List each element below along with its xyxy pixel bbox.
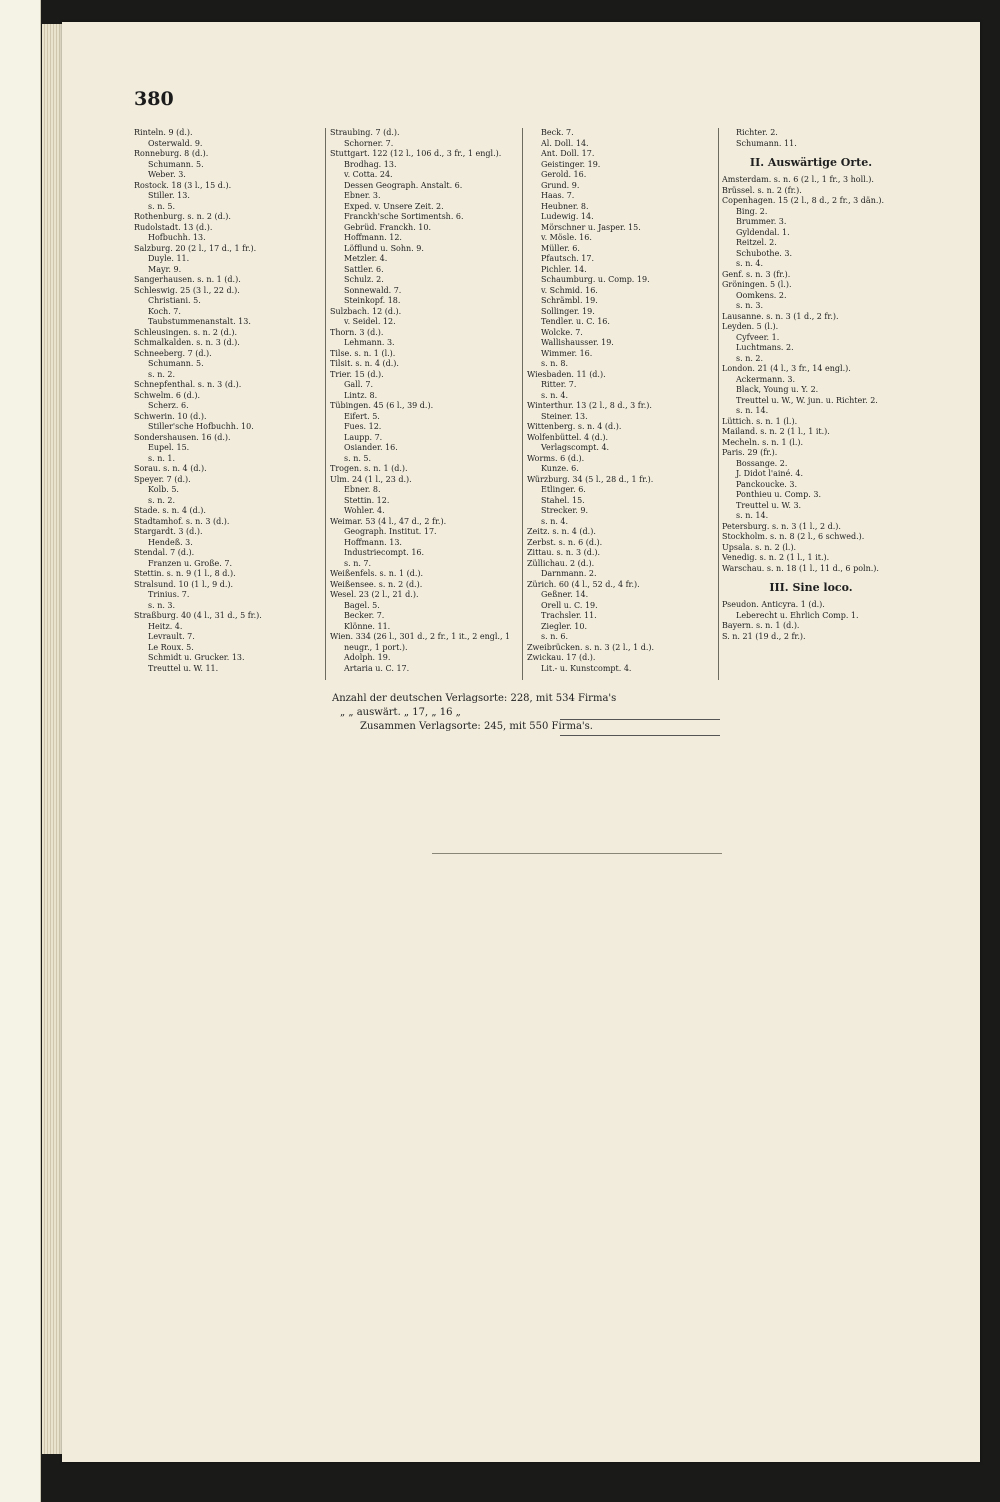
place-entry: Speyer. 7 (d.).: [134, 474, 191, 484]
place-entry: Sangerhausen. s. n. 1 (d.).: [134, 275, 241, 284]
place-entry: Gröningen. 5 (l.).: [722, 280, 792, 289]
place-entry: Zwickau. 17 (d.).: [527, 653, 596, 662]
section-heading-sine-loco: III. Sine loco.: [769, 581, 853, 594]
publisher-entry: s. n. 7.: [344, 558, 372, 568]
publisher-entry: Franckh'sche Sortimentsh. 6.: [344, 212, 464, 221]
place-entry: Mailand. s. n. 2 (1 l., 1 it.).: [722, 427, 830, 436]
place-entry: Rinteln. 9 (d.).: [134, 128, 193, 137]
column-divider: [522, 128, 523, 680]
place-entry: Ulm. 24 (1 l., 23 d.).: [330, 474, 412, 484]
place-entry: Tilse. s. n. 1 (l.).: [330, 348, 396, 358]
publisher-entry: Kolb. 5.: [148, 485, 179, 494]
publisher-entry: Brummer. 3.: [736, 217, 787, 226]
place-entry: Zeitz. s. n. 4 (d.).: [527, 527, 596, 536]
publisher-entry: Tendler. u. C. 16.: [541, 317, 610, 326]
publisher-entry: Ebner. 8.: [344, 485, 381, 494]
publisher-entry: Lehmann. 3.: [344, 338, 395, 347]
place-entry: Upsala. s. n. 2 (l.).: [722, 542, 797, 552]
publisher-entry: Wimmer. 16.: [541, 348, 593, 358]
publisher-entry: v. Seidel. 12.: [344, 317, 396, 326]
publisher-entry: Heitz. 4.: [148, 621, 183, 631]
publisher-entry: Löfflund u. Sohn. 9.: [344, 243, 424, 253]
publisher-entry: v. Schmid. 16.: [541, 285, 598, 295]
publisher-entry: Ziegler. 10.: [541, 621, 588, 631]
publisher-entry: Stiller'sche Hofbuchh. 10.: [148, 422, 254, 431]
column-3: [527, 128, 715, 674]
publisher-entry: Schmidt u. Grucker. 13.: [148, 653, 245, 662]
publisher-entry: Taubstummenanstalt. 13.: [148, 317, 251, 326]
publisher-entry: s. n. 2.: [736, 353, 764, 363]
publisher-entry: v. Cotta. 24.: [344, 170, 393, 179]
column-divider: [325, 128, 326, 680]
publisher-entry: Steiner. 13.: [541, 411, 588, 421]
publisher-entry: Schumann. 5.: [148, 359, 204, 368]
page-number: 380: [134, 88, 174, 110]
publisher-entry: s. n. 4.: [541, 390, 569, 400]
place-entry: Trogen. s. n. 1 (d.).: [330, 464, 408, 473]
publisher-entry: Ludewig. 14.: [541, 212, 594, 221]
publisher-entry: Black, Young u. Y. 2.: [736, 385, 819, 394]
place-entry: Weimar. 53 (4 l., 47 d., 2 fr.).: [330, 516, 447, 526]
publisher-entry: Brodhag. 13.: [344, 159, 397, 169]
place-entry: Wesel. 23 (2 l., 21 d.).: [330, 590, 419, 599]
column-1: [134, 128, 322, 674]
publisher-entry: Treuttel u. W. 3.: [736, 500, 802, 510]
publisher-entry: Schaumburg. u. Comp. 19.: [541, 275, 650, 284]
place-entry: Bayern. s. n. 1 (d.).: [722, 621, 800, 630]
publisher-entry: Ritter. 7.: [541, 380, 577, 389]
publisher-entry: Gerold. 16.: [541, 170, 587, 179]
publisher-entry: Exped. v. Unsere Zeit. 2.: [344, 201, 444, 211]
publisher-entry: Richter. 2.: [736, 128, 778, 137]
place-entry: Mecheln. s. n. 1 (l.).: [722, 437, 804, 447]
place-entry: Schleswig. 25 (3 l., 22 d.).: [134, 285, 240, 295]
publisher-entry: Fues. 12.: [344, 422, 382, 431]
place-entry: Petersburg. s. n. 3 (1 l., 2 d.).: [722, 521, 841, 531]
place-entry: London. 21 (4 l., 3 fr., 14 engl.).: [722, 364, 851, 373]
summary-line-3: Zusammen Verlagsorte: 245, mit 550 Firma's.: [360, 721, 593, 732]
publisher-entry: s. n. 14.: [736, 511, 769, 520]
publisher-entry: Stettin. 12.: [344, 495, 390, 505]
place-entry: Zweibrücken. s. n. 3 (2 l., 1 d.).: [527, 642, 655, 652]
publisher-entry: Ackermann. 3.: [736, 374, 796, 384]
publisher-entry: s. n. 14.: [736, 406, 769, 415]
publisher-entry: s. n. 3.: [148, 600, 176, 610]
publisher-entry: Luchtmans. 2.: [736, 343, 794, 352]
place-entry: Thorn. 3 (d.).: [330, 327, 384, 337]
place-entry: Rostock. 18 (3 l., 15 d.).: [134, 180, 232, 190]
publisher-entry: J. Didot l'ainé. 4.: [736, 469, 804, 478]
place-entry: Wittenberg. s. n. 4 (d.).: [527, 422, 622, 431]
publisher-entry: Trinius. 7.: [148, 590, 190, 599]
place-entry: Sulzbach. 12 (d.).: [330, 306, 402, 316]
summary-underline: [560, 719, 720, 720]
place-entry: Winterthur. 13 (2 l., 8 d., 3 fr.).: [527, 401, 652, 410]
publisher-entry: Darnmann. 2.: [541, 569, 597, 578]
publisher-entry: Eupel. 15.: [148, 443, 190, 452]
publisher-entry: Klönne. 11.: [344, 621, 391, 631]
place-entry: Schmalkalden. s. n. 3 (d.).: [134, 338, 240, 347]
publisher-entry: Verlagscompt. 4.: [541, 443, 610, 452]
publisher-entry: Treuttel u. W. 11.: [148, 663, 219, 673]
publisher-entry: Beck. 7.: [541, 128, 574, 137]
publisher-entry: Scherz. 6.: [148, 401, 189, 410]
place-entry: Straubing. 7 (d.).: [330, 128, 400, 137]
summary-underline: [560, 735, 720, 736]
place-entry: Stade. s. n. 4 (d.).: [134, 506, 206, 515]
place-entry: Stettin. s. n. 9 (1 l., 8 d.).: [134, 569, 236, 578]
publisher-entry: Osiander. 16.: [344, 443, 398, 452]
publisher-entry: Bing. 2.: [736, 206, 768, 216]
publisher-entry: s. n. 2.: [148, 369, 176, 379]
publisher-entry: Dessen Geograph. Anstalt. 6.: [344, 180, 463, 190]
place-entry: Lüttich. s. n. 1 (l.).: [722, 416, 798, 426]
publisher-entry: Adolph. 19.: [344, 653, 391, 662]
publisher-entry: s. n. 5.: [344, 453, 372, 463]
publisher-entry: s. n. 3.: [736, 301, 764, 310]
publisher-entry: Koch. 7.: [148, 306, 181, 316]
publisher-entry: Wohler. 4.: [344, 506, 385, 515]
place-entry: Weißenfels. s. n. 1 (d.).: [330, 569, 424, 578]
publisher-entry: Ant. Doll. 17.: [541, 149, 595, 158]
place-entry: Rudolstadt. 13 (d.).: [134, 222, 213, 232]
publisher-entry: Osterwald. 9.: [148, 138, 203, 148]
place-entry: Leyden. 5 (l.).: [722, 322, 779, 331]
publisher-entry: Orell u. C. 19.: [541, 600, 598, 610]
publisher-entry: Mayr. 9.: [148, 264, 182, 274]
column-4: [722, 128, 900, 642]
publisher-entry: Schumann. 11.: [736, 138, 797, 148]
publisher-entry: Levrault. 7.: [148, 632, 195, 641]
publisher-entry: s. n. 4.: [736, 259, 764, 268]
publisher-entry: s. n. 1.: [148, 453, 176, 463]
place-entry: Brüssel. s. n. 2 (fr.).: [722, 185, 802, 195]
place-entry: Weißensee. s. n. 2 (d.).: [330, 579, 423, 589]
publisher-entry: Schubothe. 3.: [736, 248, 793, 258]
summary-line-1: Anzahl der deutschen Verlagsorte: 228, mit 534 Firma's: [332, 693, 617, 704]
page-edge: [0, 0, 41, 1502]
publisher-entry: Becker. 7.: [344, 611, 385, 620]
place-entry: Venedig. s. n. 2 (1 l., 1 it.).: [722, 553, 830, 562]
publisher-entry: Kunze. 6.: [541, 464, 579, 473]
publisher-entry: Eifert. 5.: [344, 411, 380, 421]
publisher-entry: v. Mösle. 16.: [541, 233, 592, 242]
place-entry: Wolfenbüttel. 4 (d.).: [527, 432, 609, 442]
place-entry: Ronneburg. 8 (d.).: [134, 149, 209, 158]
publisher-entry: Ebner. 3.: [344, 191, 381, 200]
place-entry: Zürich. 60 (4 l., 52 d., 4 fr.).: [527, 579, 640, 589]
publisher-entry: Stahel. 15.: [541, 495, 585, 505]
publisher-entry: Schorner. 7.: [344, 138, 394, 148]
publisher-entry: Wolcke. 7.: [541, 327, 583, 337]
place-entry: Stendal. 7 (d.).: [134, 548, 195, 557]
summary-block: [330, 692, 750, 734]
publisher-entry: Hendeß. 3.: [148, 537, 193, 547]
publisher-entry: Mörschner u. Jasper. 15.: [541, 222, 641, 232]
place-entry: Trier. 15 (d.).: [330, 369, 384, 379]
publisher-entry: Sattler. 6.: [344, 264, 384, 274]
publisher-entry: Leberecht u. Ehrlich Comp. 1.: [736, 610, 859, 620]
publisher-entry: Hoffmann. 12.: [344, 233, 402, 242]
publisher-entry: Gall. 7.: [344, 380, 373, 389]
place-entry: Schwelm. 6 (d.).: [134, 390, 201, 400]
publisher-entry: Artaria u. C. 17.: [344, 663, 410, 673]
publisher-entry: Hoffmann. 13.: [344, 537, 402, 547]
column-2: [330, 128, 520, 674]
publisher-entry: Duyle. 11.: [148, 254, 190, 263]
place-entry: Tilsit. s. n. 4 (d.).: [330, 359, 399, 368]
publisher-entry: Oomkens. 2.: [736, 290, 787, 300]
place-entry: Stadtamhof. s. n. 3 (d.).: [134, 516, 230, 526]
publisher-entry: Strecker. 9.: [541, 506, 588, 515]
publisher-entry: Laupp. 7.: [344, 432, 383, 442]
publisher-entry: s. n. 4.: [541, 516, 569, 526]
place-entry: Lausanne. s. n. 3 (1 d., 2 fr.).: [722, 311, 839, 321]
place-entry: Worms. 6 (d.).: [527, 453, 585, 463]
publisher-entry: Geistinger. 19.: [541, 159, 601, 169]
publisher-entry: Al. Doll. 14.: [541, 138, 589, 148]
place-entry: Straßburg. 40 (4 l., 31 d., 5 fr.).: [134, 611, 262, 620]
place-entry: Genf. s. n. 3 (fr.).: [722, 269, 791, 279]
place-entry: Copenhagen. 15 (2 l., 8 d., 2 fr., 3 dän.).: [722, 196, 885, 205]
place-entry: Sondershausen. 16 (d.).: [134, 432, 231, 442]
publisher-entry: Geßner. 14.: [541, 590, 589, 599]
place-entry: Zerbst. s. n. 6 (d.).: [527, 537, 603, 547]
closing-rule: [432, 853, 722, 854]
place-entry: Pseudon. Anticyra. 1 (d.).: [722, 600, 825, 609]
publisher-entry: Industriecompt. 16.: [344, 548, 425, 557]
publisher-entry: Pichler. 14.: [541, 264, 587, 274]
place-entry: Tübingen. 45 (6 l., 39 d.).: [330, 401, 434, 410]
place-entry: Amsterdam. s. n. 6 (2 l., 1 fr., 3 holl.).: [722, 175, 874, 184]
publisher-entry: Treuttel u. W., W. jun. u. Richter. 2.: [736, 395, 878, 405]
publisher-entry: Müller. 6.: [541, 243, 580, 253]
publisher-entry: Sollinger. 19.: [541, 306, 595, 316]
publisher-entry: Trachsler. 11.: [541, 611, 597, 620]
publisher-entry: s. n. 6.: [541, 632, 569, 641]
publisher-entry: Reitzel. 2.: [736, 238, 777, 247]
publisher-entry: Bagel. 5.: [344, 600, 380, 610]
publisher-entry: s. n. 5.: [148, 201, 176, 211]
publisher-entry: Cyfveer. 1.: [736, 332, 780, 342]
section-heading-foreign: II. Auswärtige Orte.: [749, 156, 873, 169]
publisher-entry: Stiller. 13.: [148, 191, 190, 200]
place-entry: Würzburg. 34 (5 l., 28 d., 1 fr.).: [527, 474, 654, 484]
place-entry: Sorau. s. n. 4 (d.).: [134, 464, 207, 473]
publisher-entry: Sonnewald. 7.: [344, 285, 402, 295]
publisher-entry: Pfautsch. 17.: [541, 254, 595, 263]
publisher-entry: Geograph. Institut. 17.: [344, 527, 437, 536]
place-entry: Salzburg. 20 (2 l., 17 d., 1 fr.).: [134, 243, 257, 253]
summary-line-2: „ „ auswärt. „ 17, „ 16 „: [340, 707, 461, 718]
publisher-entry: Panckoucke. 3.: [736, 479, 798, 489]
publisher-entry: Ponthieu u. Comp. 3.: [736, 490, 821, 499]
publisher-entry: Weber. 3.: [148, 170, 186, 179]
publisher-entry: Hofbuchh. 13.: [148, 233, 206, 242]
publisher-entry: s. n. 2.: [148, 495, 176, 505]
publisher-entry: Metzler. 4.: [344, 254, 388, 263]
publisher-entry: s. n. 8.: [541, 359, 569, 368]
column-divider: [718, 128, 719, 680]
publisher-entry: Schrämbl. 19.: [541, 296, 598, 305]
place-entry: Schwerin. 10 (d.).: [134, 411, 207, 421]
publisher-entry: Bossange. 2.: [736, 458, 788, 468]
place-entry: Schneeberg. 7 (d.).: [134, 348, 212, 358]
place-entry: Paris. 29 (fr.).: [722, 448, 778, 457]
publisher-entry: Gebrüd. Franckh. 10.: [344, 222, 432, 232]
publisher-entry: Christiani. 5.: [148, 296, 201, 305]
place-entry: S. n. 21 (19 d., 2 fr.).: [722, 631, 806, 641]
place-entry: Stralsund. 10 (1 l., 9 d.).: [134, 579, 234, 589]
publisher-entry: Schumann. 5.: [148, 159, 204, 169]
place-entry: Zittau. s. n. 3 (d.).: [527, 548, 601, 557]
publisher-entry: Wallishausser. 19.: [541, 338, 614, 347]
publisher-entry: Gyldendal. 1.: [736, 227, 790, 237]
publisher-entry: Grund. 9.: [541, 180, 580, 190]
place-entry: Züllichau. 2 (d.).: [527, 558, 595, 568]
place-entry: Schleusingen. s. n. 2 (d.).: [134, 327, 237, 337]
place-entry: Rothenburg. s. n. 2 (d.).: [134, 212, 231, 221]
place-entry: Stargardt. 3 (d.).: [134, 527, 203, 536]
place-entry: Stockholm. s. n. 8 (2 l., 6 schwed.).: [722, 532, 865, 541]
place-entry: Warschau. s. n. 18 (1 l., 11 d., 6 poln.).: [722, 563, 879, 573]
place-entry: Wien. 334 (26 l., 301 d., 2 fr., 1 it., 2 engl., 1 neugr., 1 port.).: [330, 632, 511, 652]
publisher-entry: Heubner. 8.: [541, 201, 589, 211]
publisher-entry: Lit.- u. Kunstcompt. 4.: [541, 663, 632, 673]
publisher-entry: Le Roux. 5.: [148, 642, 194, 652]
publisher-entry: Etlinger. 6.: [541, 485, 586, 494]
place-entry: Schnepfenthal. s. n. 3 (d.).: [134, 380, 242, 389]
publisher-entry: Haas. 7.: [541, 191, 575, 200]
publisher-entry: Steinkopf. 18.: [344, 296, 401, 305]
publisher-entry: Schulz. 2.: [344, 275, 384, 284]
place-entry: Wiesbaden. 11 (d.).: [527, 369, 606, 379]
place-entry: Stuttgart. 122 (12 l., 106 d., 3 fr., 1 engl.).: [330, 149, 502, 158]
publisher-entry: Lintz. 8.: [344, 390, 378, 400]
publisher-entry: Franzen u. Große. 7.: [148, 558, 233, 568]
